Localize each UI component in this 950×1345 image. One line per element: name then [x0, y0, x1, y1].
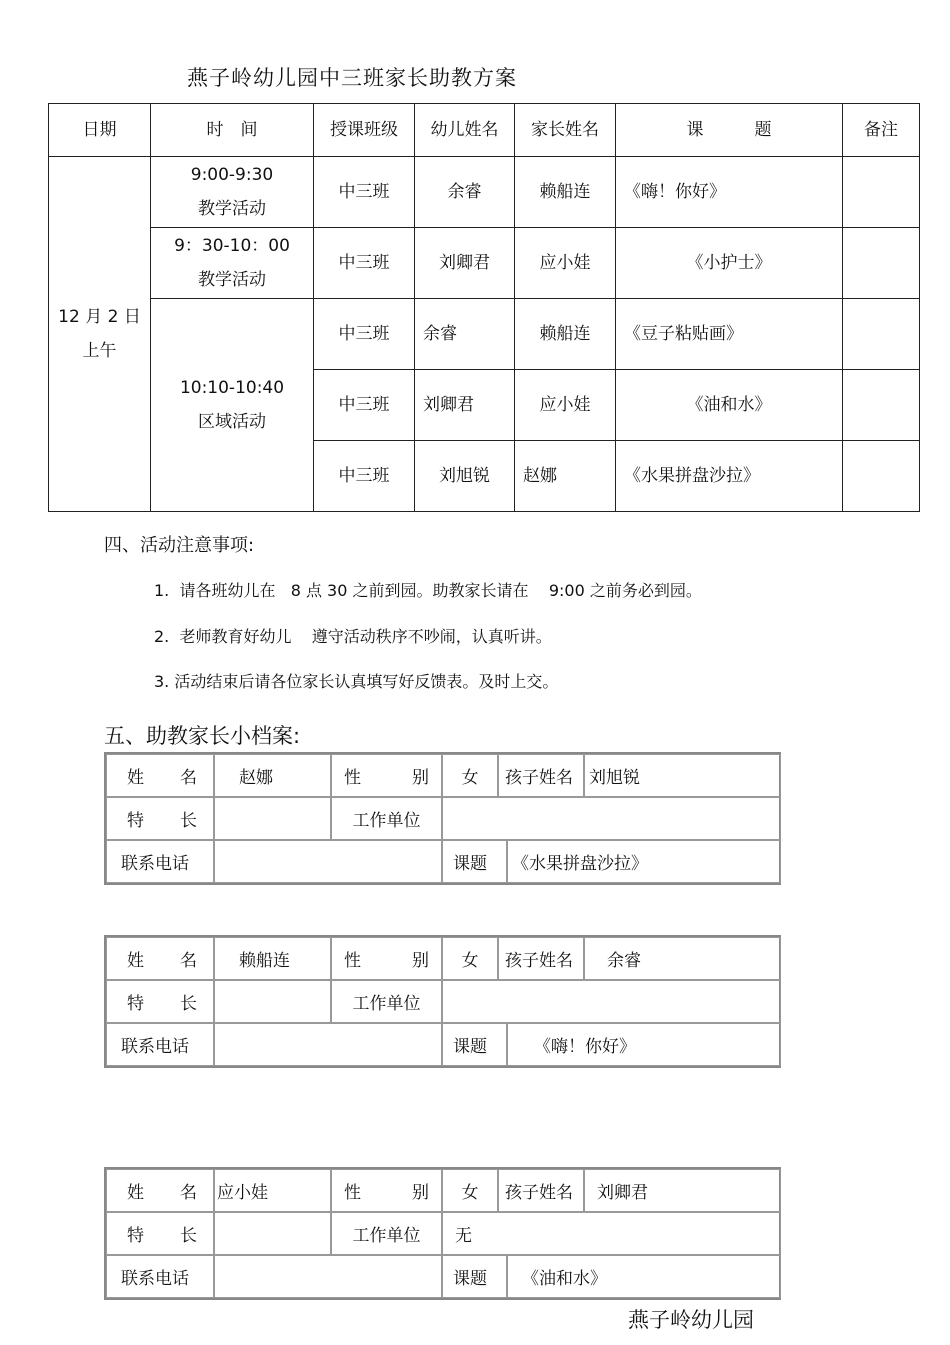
- topic-label: 课题: [442, 1023, 507, 1066]
- page-title: 燕子岭幼儿园中三班家长助教方案: [187, 66, 517, 90]
- date-cell: 12 月 2 日 上午: [49, 157, 151, 512]
- topic-label: 课题: [442, 1255, 507, 1298]
- header-topic: 课 题: [616, 104, 843, 157]
- phone-value: [214, 840, 442, 883]
- child-cell: 刘卿君: [415, 228, 515, 299]
- class-cell: 中三班: [314, 228, 415, 299]
- child-cell: 刘卿君: [415, 370, 515, 441]
- parent-profile-card: [104, 1167, 781, 1300]
- schedule-table: [48, 103, 920, 512]
- gender-label: 性别: [331, 937, 442, 980]
- talent-label: 特长: [106, 980, 214, 1023]
- note-cell: [843, 299, 920, 370]
- header-parent: 家长姓名: [515, 104, 616, 157]
- topic-cell: 《水果拼盘沙拉》: [616, 441, 843, 512]
- section-4-heading: 四、活动注意事项:: [104, 535, 255, 556]
- work-value: 无: [442, 1212, 781, 1255]
- child-cell: 余睿: [415, 299, 515, 370]
- talent-value: [214, 797, 331, 840]
- child-value: 刘旭锐: [584, 754, 781, 797]
- work-value: [442, 797, 781, 840]
- topic-cell: 《小护士》: [616, 228, 843, 299]
- topic-value: 《嗨！你好》: [507, 1023, 781, 1066]
- phone-value: [214, 1255, 442, 1298]
- table-row: [49, 228, 920, 299]
- talent-label: 特长: [106, 1212, 214, 1255]
- time-cell: 10:10-10:40 区域活动: [151, 299, 314, 512]
- name-label: 姓名: [106, 937, 214, 980]
- header-date: 日期: [49, 104, 151, 157]
- header-child: 幼儿姓名: [415, 104, 515, 157]
- child-value: 余睿: [584, 937, 781, 980]
- name-value: 应小娃: [214, 1169, 331, 1212]
- topic-cell: 《豆子粘贴画》: [616, 299, 843, 370]
- signature: 燕子岭幼儿园: [628, 1308, 754, 1332]
- work-label: 工作单位: [331, 980, 442, 1023]
- gender-value: 女: [442, 937, 498, 980]
- time-cell: 9：30-10：00 教学活动: [151, 228, 314, 299]
- phone-label: 联系电话: [106, 840, 214, 883]
- phone-label: 联系电话: [106, 1255, 214, 1298]
- table-row: [49, 299, 920, 370]
- parent-profile-card: [104, 752, 781, 885]
- header-note: 备注: [843, 104, 920, 157]
- header-class: 授课班级: [314, 104, 415, 157]
- table-row: [49, 157, 920, 228]
- parent-cell: 应小娃: [515, 370, 616, 441]
- parent-cell: 赖船连: [515, 299, 616, 370]
- note-cell: [843, 441, 920, 512]
- talent-value: [214, 980, 331, 1023]
- phone-value: [214, 1023, 442, 1066]
- parent-cell: 赵娜: [515, 441, 616, 512]
- gender-label: 性别: [331, 1169, 442, 1212]
- work-label: 工作单位: [331, 1212, 442, 1255]
- child-cell: 刘旭锐: [415, 441, 515, 512]
- talent-value: [214, 1212, 331, 1255]
- class-cell: 中三班: [314, 157, 415, 228]
- class-cell: 中三班: [314, 299, 415, 370]
- phone-label: 联系电话: [106, 1023, 214, 1066]
- section-5-heading: 五、助教家长小档案:: [104, 724, 301, 748]
- child-label: 孩子姓名: [498, 754, 584, 797]
- notice-item-2: 2. 老师教育好幼儿 遵守活动秩序不吵闹，认真听讲。: [154, 627, 552, 646]
- child-label: 孩子姓名: [498, 1169, 584, 1212]
- note-cell: [843, 370, 920, 441]
- parent-cell: 赖船连: [515, 157, 616, 228]
- topic-label: 课题: [442, 840, 507, 883]
- topic-value: 《水果拼盘沙拉》: [507, 840, 781, 883]
- work-label: 工作单位: [331, 797, 442, 840]
- child-value: 刘卿君: [584, 1169, 781, 1212]
- gender-value: 女: [442, 754, 498, 797]
- talent-label: 特长: [106, 797, 214, 840]
- parent-profile-card: [104, 935, 781, 1068]
- notice-item-3: 3. 活动结束后请各位家长认真填写好反馈表。及时上交。: [154, 672, 559, 691]
- work-value: [442, 980, 781, 1023]
- gender-value: 女: [442, 1169, 498, 1212]
- name-value: 赖船连: [214, 937, 331, 980]
- schedule-header-row: [49, 104, 920, 157]
- class-cell: 中三班: [314, 370, 415, 441]
- topic-cell: 《油和水》: [616, 370, 843, 441]
- note-cell: [843, 157, 920, 228]
- header-time: 时 间: [151, 104, 314, 157]
- name-label: 姓名: [106, 754, 214, 797]
- name-label: 姓名: [106, 1169, 214, 1212]
- time-cell: 9:00-9:30 教学活动: [151, 157, 314, 228]
- child-cell: 余睿: [415, 157, 515, 228]
- gender-label: 性别: [331, 754, 442, 797]
- class-cell: 中三班: [314, 441, 415, 512]
- notice-item-1: 1. 请各班幼儿在 8 点 30 之前到园。助教家长请在 9:00 之前务必到园。: [154, 581, 702, 600]
- topic-value: 《油和水》: [507, 1255, 781, 1298]
- parent-cell: 应小娃: [515, 228, 616, 299]
- note-cell: [843, 228, 920, 299]
- topic-cell: 《嗨！你好》: [616, 157, 843, 228]
- name-value: 赵娜: [214, 754, 331, 797]
- child-label: 孩子姓名: [498, 937, 584, 980]
